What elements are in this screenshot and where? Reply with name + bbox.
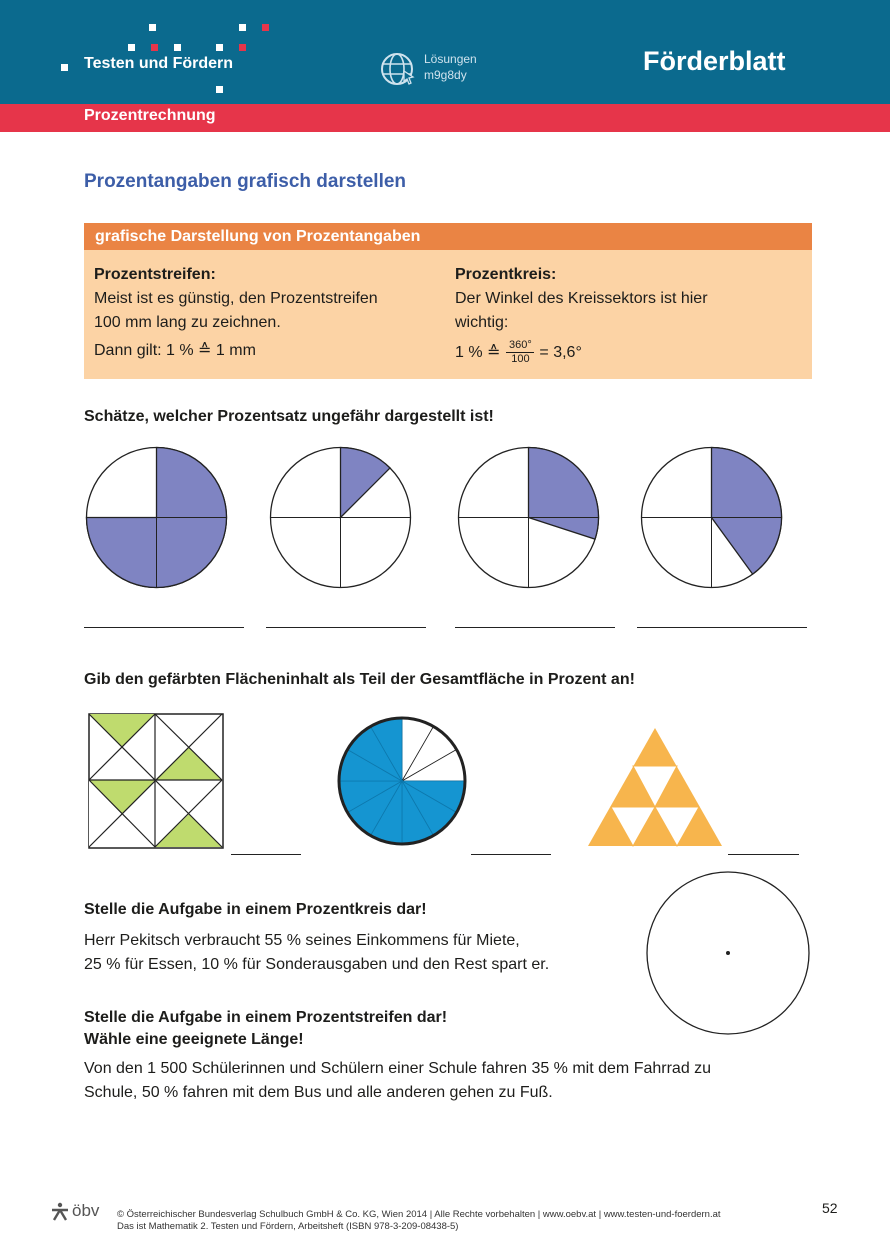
empty-percent-circle[interactable] — [645, 870, 811, 1036]
infobox-heading-text: grafische Darstellung von Prozentangaben — [95, 228, 421, 245]
footer-line1: © Österreichischer Bundesverlag Schulbuch GmbH & Co. KG, Wien 2014 | Alle Rechte vorbehalten | www.oebv.at | www.testen-und-foerdern.at — [117, 1209, 721, 1220]
brand-name: Testen und Fördern — [84, 55, 234, 72]
publisher-logo-text: öbv — [72, 1201, 100, 1220]
task1-instruction: Schätze, welcher Prozentsatz ungefähr dargestellt ist! — [84, 408, 494, 425]
solutions-code: m9g8dy — [424, 68, 467, 82]
task4-line1: Von den 1 500 Schülerinnen und Schülern einer Schule fahren 35 % mit dem Fahrrad zu — [84, 1060, 712, 1077]
formula-numerator: 360° — [509, 339, 532, 351]
task3-text — [84, 929, 549, 977]
task4-line2: Schule, 50 % fahren mit dem Bus und alle anderen gehen zu Fuß. — [84, 1084, 553, 1101]
percent-strip-info — [94, 263, 378, 363]
percent-strip-line3: Dann gilt: 1 % ≙ 1 mm — [94, 342, 256, 359]
triangle-grid-figure — [88, 713, 225, 850]
answer-line-6[interactable] — [471, 854, 551, 855]
footer-line2: Das ist Mathematik 2. Testen und Fördern, Arbeitsheft (ISBN 978-3-209-08438-5) — [117, 1221, 459, 1232]
percent-circle-line1: Der Winkel des Kreissektors ist hier — [455, 290, 708, 307]
formula-start: 1 % ≙ — [455, 343, 501, 361]
task3-line1: Herr Pekitsch verbraucht 55 % seines Einkommens für Miete, — [84, 932, 520, 949]
pie-chart-30 — [456, 445, 601, 590]
page-number: 52 — [822, 1200, 838, 1216]
sheet-type: Förderblatt — [643, 46, 786, 76]
task4-title — [84, 1007, 447, 1051]
pie-chart-12 — [268, 445, 413, 590]
percent-strip-line1: Meist ist es günstig, den Prozentstreifen — [94, 290, 378, 307]
task3-title: Stelle die Aufgabe in einem Prozentkreis dar! — [84, 901, 427, 918]
percent-strip-title: Prozentstreifen: — [94, 266, 216, 283]
publisher-logo-icon — [50, 1202, 70, 1222]
answer-line-2[interactable] — [266, 627, 426, 628]
pie-chart-75 — [84, 445, 229, 590]
footer-copyright — [117, 1209, 721, 1233]
task2-instruction: Gib den gefärbten Flächeninhalt als Teil der Gesamtfläche in Prozent an! — [84, 671, 635, 688]
infobox-heading — [84, 223, 812, 250]
pie-chart-40 — [639, 445, 784, 590]
page-title: Prozentangaben grafisch darstellen — [84, 171, 407, 192]
task4-title-line2: Wähle eine geeignete Länge! — [84, 1031, 304, 1048]
percent-strip-line2: 100 mm lang zu zeichnen. — [94, 314, 281, 331]
answer-line-7[interactable] — [728, 854, 799, 855]
answer-line-5[interactable] — [231, 854, 301, 855]
task4-title-line1: Stelle die Aufgabe in einem Prozentstreifen dar! — [84, 1009, 448, 1026]
sierpinski-triangle-figure — [585, 725, 725, 850]
answer-line-1[interactable] — [84, 627, 244, 628]
answer-line-3[interactable] — [455, 627, 615, 628]
task3-line2: 25 % für Essen, 10 % für Sonderausgaben und den Rest spart er. — [84, 956, 550, 973]
solutions-link[interactable] — [424, 51, 477, 83]
sector-circle-figure — [332, 711, 472, 851]
percent-circle-info — [455, 263, 708, 366]
globe-icon[interactable] — [379, 50, 417, 88]
percent-circle-title: Prozentkreis: — [455, 266, 557, 283]
percent-circle-formula — [455, 339, 708, 366]
header-bar — [0, 0, 890, 104]
topic-title: Prozentrechnung — [84, 107, 216, 124]
task4-text — [84, 1057, 711, 1105]
answer-line-4[interactable] — [637, 627, 807, 628]
circle-center-dot — [726, 951, 730, 955]
formula-denominator: 100 — [511, 353, 530, 365]
formula-fraction — [506, 339, 534, 366]
formula-end: = 3,6° — [539, 343, 582, 361]
percent-circle-line2: wichtig: — [455, 314, 509, 331]
solutions-label: Lösungen — [424, 52, 477, 66]
infobox-body — [84, 250, 812, 379]
